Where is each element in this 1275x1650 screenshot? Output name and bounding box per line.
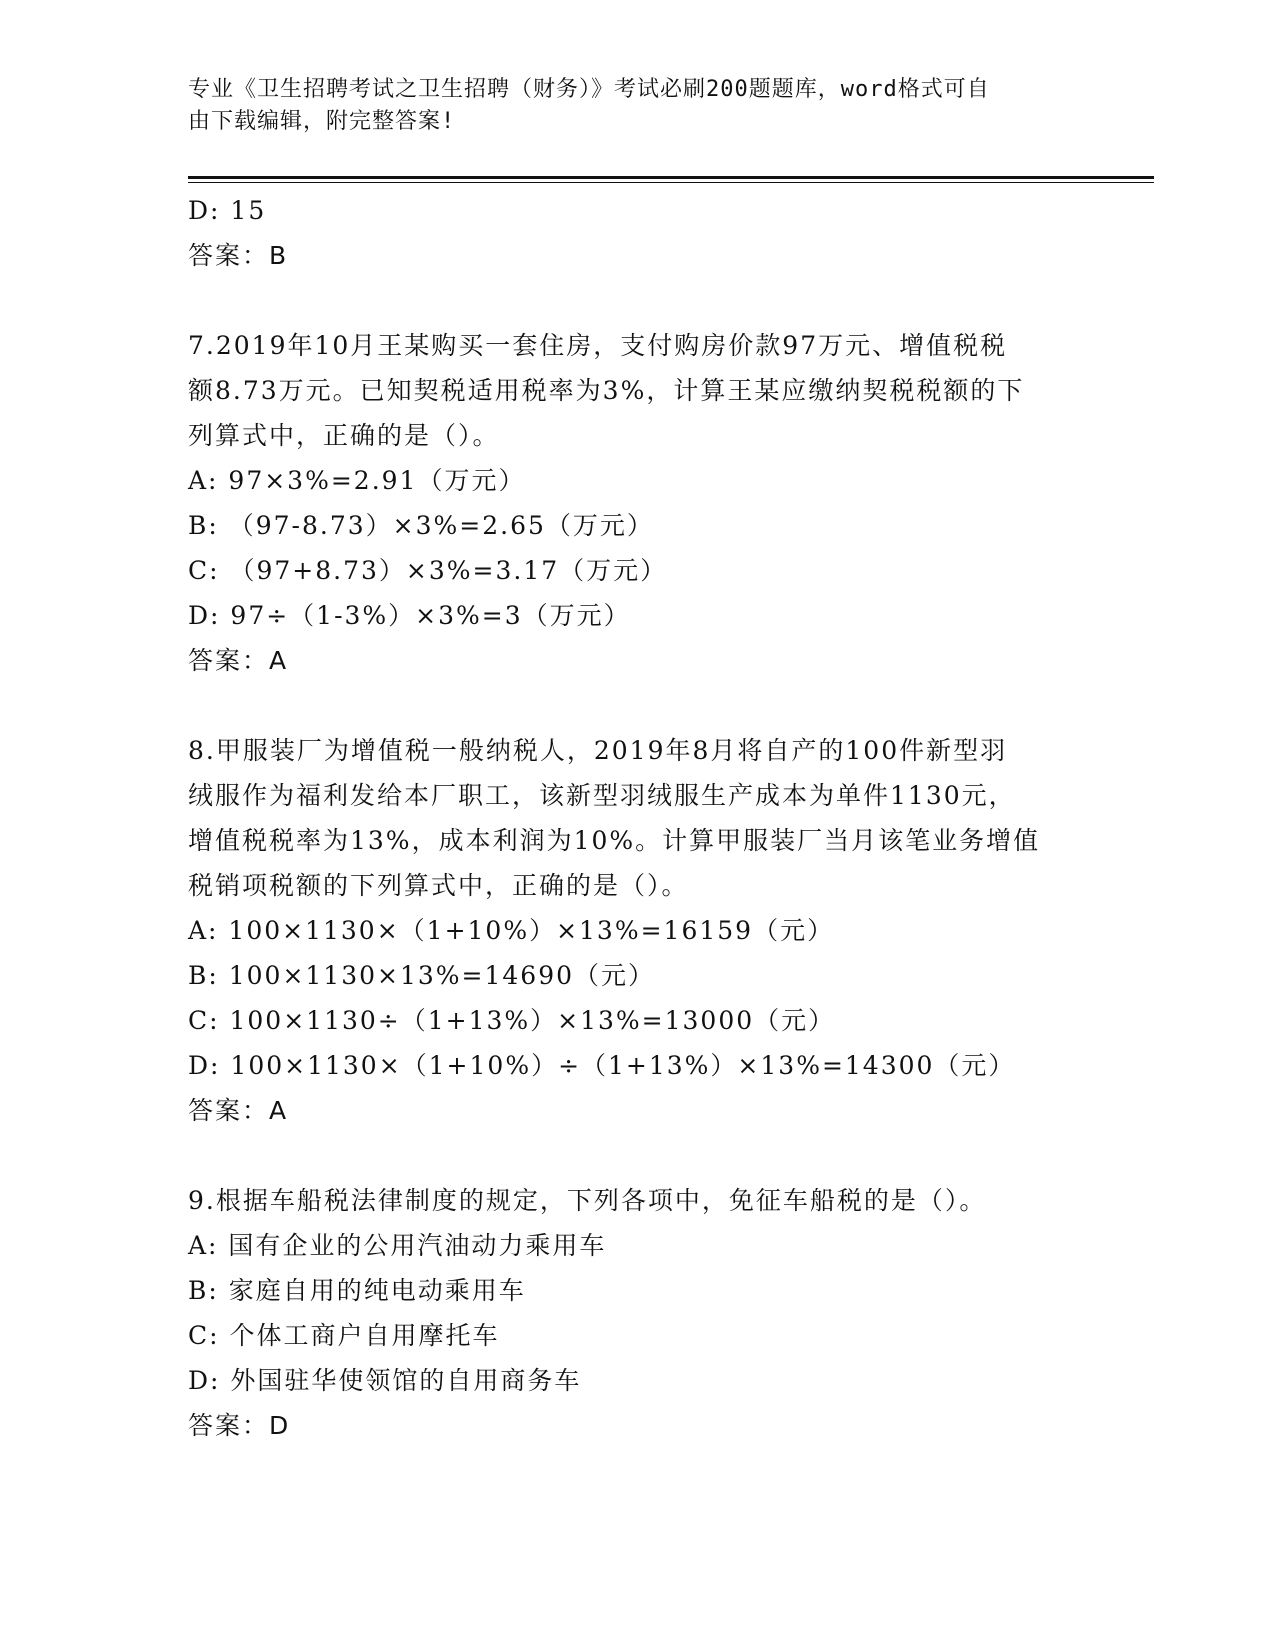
spacer (188, 683, 1088, 728)
question-8-stem-line-1: 8.甲服装厂为增值税一般纳税人，2019年8月将自产的100件新型羽 (188, 736, 1008, 765)
question-7-option-a: A: 97×3%=2.91（万元） (188, 466, 526, 495)
question-8-stem-line-2: 绒服作为福利发给本厂职工，该新型羽绒服生产成本为单件1130元， (188, 781, 1016, 810)
question-7-option-b: B: （97-8.73）×3%=2.65（万元） (188, 511, 654, 540)
question-8-stem-line-3: 增值税税率为13%，成本利润为10%。计算甲服装厂当月该笔业务增值 (188, 826, 1041, 855)
question-9-option-d: D: 外国驻华使领馆的自用商务车 (188, 1366, 582, 1395)
question-8-option-c: C: 100×1130÷（1+13%）×13%=13000（元） (188, 1006, 836, 1035)
question-7-option-c: C: （97+8.73）×3%=3.17（万元） (188, 556, 668, 585)
question-7-stem-line-2: 额8.73万元。已知契税适用税率为3%，计算王某应缴纳契税税额的下 (188, 376, 1025, 405)
question-7-stem-line-3: 列算式中，正确的是（）。 (188, 421, 500, 450)
question-8-option-a: A: 100×1130×（1+10%）×13%=16159（元） (188, 916, 835, 945)
question-8-option-d: D: 100×1130×（1+10%）÷（1+13%）×13%=14300（元） (188, 1051, 1016, 1080)
question-9-answer: 答案：D (188, 1411, 291, 1440)
question-9-option-c: C: 个体工商户自用摩托车 (188, 1321, 500, 1350)
question-list (188, 188, 1088, 1448)
question-9-option-a: A: 国有企业的公用汽油动力乘用车 (188, 1231, 607, 1260)
header-rule-thick (188, 176, 1154, 179)
header-rule-thin (188, 182, 1154, 183)
spacer (188, 278, 1088, 323)
question-8-stem-line-4: 税销项税额的下列算式中，正确的是（）。 (188, 871, 689, 900)
header-line-1: 专业《卫生招聘考试之卫生招聘（财务）》考试必刷200题题库，word格式可自 (188, 77, 990, 102)
question-9 (188, 1178, 1088, 1448)
prev-answer: 答案：B (188, 241, 289, 270)
header-line-2: 由下载编辑，附完整答案! (188, 109, 456, 134)
question-7-stem-line-1: 7.2019年10月王某购买一套住房，支付购房价款97万元、增值税税 (188, 331, 1008, 360)
question-7-answer: 答案：A (188, 646, 289, 675)
question-9-stem-line-1: 9.根据车船税法律制度的规定，下列各项中，免征车船税的是（）。 (188, 1186, 987, 1215)
document-header (188, 74, 1068, 138)
question-7-option-d: D: 97÷（1-3%）×3%=3（万元） (188, 601, 631, 630)
question-7 (188, 323, 1088, 683)
question-8-answer: 答案：A (188, 1096, 289, 1125)
prev-option-d: D: 15 (188, 196, 267, 225)
question-9-option-b: B: 家庭自用的纯电动乘用车 (188, 1276, 526, 1305)
question-8-option-b: B: 100×1130×13%=14690（元） (188, 961, 656, 990)
spacer (188, 1133, 1088, 1178)
question-8 (188, 728, 1088, 1133)
